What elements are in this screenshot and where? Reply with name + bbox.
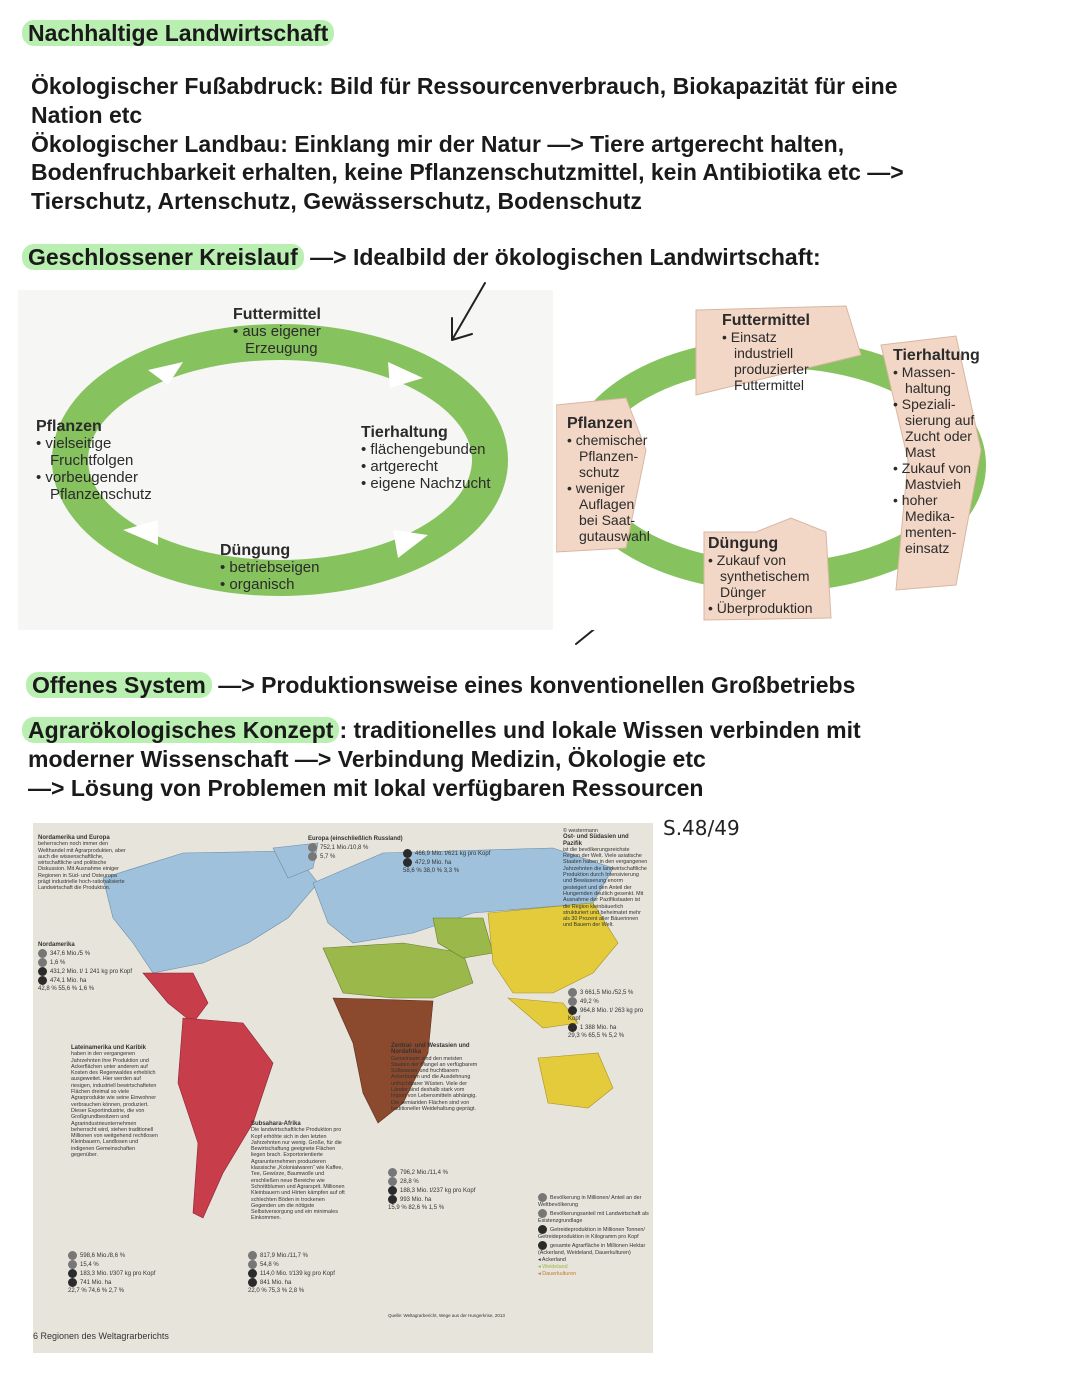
- population-icon: [38, 949, 47, 958]
- area-icon: [403, 858, 412, 867]
- eco-farming-line1: Ökologischer Landbau: Einklang mir der Natur —> Tiere artgerecht halten,: [31, 131, 845, 157]
- population-icon: [538, 1193, 547, 1202]
- map-asia-text: © westermann Ost- und Südasien und Pazifik ist die bevölkerungsreichste Region der Welt. Viele asiatische Staaten haben in den vergangenen Jahrzehnten die landwirtschaftliche Produktion durch Intensivierung und Bewässerung enorm gesteigert und den Anteil der Hungernden deutlich gesenkt. Mit Ausnahme der Pazifikstaaten ist die Region kleinbäuerlich strukturiert und beheimatet mehr als 30 Prozent aller Bäuerinnen und Bauern der Welt.: [563, 828, 648, 929]
- population-icon: [68, 1251, 77, 1260]
- area-icon: [38, 976, 47, 985]
- map-legend: Bevölkerung in Millionen/ Anteil an der Weltbevölkerung Bevölkerungsanteil mit Landwirtschaft als Existenzgrundlage Getreideproduktion in Millionen Tonnen/ Getreideproduktion in Kilogramm pro Kopf gesamte Agrarfläche in Millionen Hektar (Ackerland, Weideland, Dauerkulturen) ◂ Ackerland ◂ Weideland ◂ Dauerkulturen: [538, 1194, 649, 1277]
- population-icon: [308, 843, 317, 852]
- map-latam-stats: 598,6 Mio./8,6 % 15,4 % 183,3 Mio. t/307 kg pro Kopf 741 Mio. ha 22,7 % 74,6 % 2,7 %: [68, 1251, 178, 1295]
- area-icon: [68, 1278, 77, 1287]
- handwritten-arrow-down-icon: [440, 278, 500, 353]
- agro-line2: moderner Wissenschaft —> Verbindung Medizin, Ökologie etc: [28, 746, 706, 772]
- grain-icon: [68, 1269, 77, 1278]
- grain-icon: [403, 849, 412, 858]
- page-title: Nachhaltige Landwirtschaft: [28, 20, 334, 47]
- grain-icon: [38, 967, 47, 976]
- grain-icon: [538, 1225, 547, 1234]
- map-ssa-text: Subsahara-Afrika Die landwirtschaftliche Produktion pro Kopf erhöhte sich in den letzten Jahrzehnten nur wenig. Große, für die Bewirtschaftung geeignete Flächen liegen brach. Exportorientierte Agrarunternehmen produzieren klassische „Kolonialwaren“ wie Kaffee, Tee, Gewürze, Baumwolle und erschließen neue Bereiche wie Schnittblumen und Agrarsprit. Millionen Kleinbauern und Hirten kämpfen auf oft schlechten Böden in trockenen Gegenden um die nötigste Selbstversorgung und ein minimales Einkommen.: [251, 1121, 345, 1222]
- grain-icon: [388, 1186, 397, 1195]
- closed-plants-label: Pflanzen • vielseitige Fruchtfolgen • vorbeugender Pflanzenschutz: [36, 418, 152, 503]
- agro-line3: —> Lösung von Problemen mit lokal verfügbaren Ressourcen: [28, 775, 704, 801]
- farming-share-icon: [248, 1260, 257, 1269]
- map-mena-text: Zentral- und Westasien und Nordafrika Gemeinsam sind den meisten Staaten der Mangel an verfügbarem Süßwasser und fruchtbarem Ackerboden und die Ausdehnung unfruchtbarer Wüsten. Viele der Länder sind deshalb stark vom Import von Lebensmitteln abhängig. Die semiariden Flächen sind von traditioneller Weidehaltung geprägt.: [391, 1043, 478, 1112]
- map-latam-text: Lateinamerika und Karibik haben in den vergangenen Jahrzehnten ihre Produktion und Ackerflächen unter anderem auf Kosten des Regenwaldes erheblich ausgeweitet. Hier werden auf riesigen, industriell bewirtschafteten Flächen dreimal so viele Agrarprodukte wie seine Einwohner verbrauchen können, produziert. Dieser Exportindustrie, die von Großgrundbesitzern und Agrarindustrieunternehmen beherrscht wird, stehen traditionell Millionen von weitgehend rechtlosen Kleinbauern, Landlosen und indigenen Gemeinschaften gegenüber.: [71, 1045, 158, 1159]
- map-caption: 6 Regionen des Weltagrarberichts: [33, 1331, 169, 1341]
- map-na-text: Nordamerika und Europa beherrschen noch immer den Welthandel mit Agrarprodukten, aber auch die wissenschaftliche, wirtschaftliche und politische Diskussion. Mit Ausnahme einiger Regionen in Süd- und Osteuropa prägt industrielle hoch-rationalisierte Landwirtschaft die Produktion.: [38, 835, 126, 892]
- grain-icon: [248, 1269, 257, 1278]
- closed-fertilizer-label: Düngung • betriebseigen • organisch: [220, 542, 320, 593]
- population-icon: [388, 1168, 397, 1177]
- open-plants-label: Pflanzen • chemischer Pflanzen- schutz • weniger Auflagen bei Saat- gutauswahl: [567, 415, 650, 544]
- area-icon: [568, 1023, 577, 1032]
- open-feed-label: Futtermittel • Einsatz industriell produzierter Futtermittel: [722, 312, 810, 393]
- map-source: Quelle: Weltagrarbericht, Wege aus der Hungerkrise, 2013: [388, 1313, 505, 1318]
- page-reference: S.48/49: [663, 816, 740, 840]
- open-fertilizer-label: Düngung • Zukauf von synthetischem Dünger • Überproduktion: [708, 535, 813, 616]
- closed-cycle-line: Geschlossener Kreislauf —> Idealbild der ökologischen Landwirtschaft:: [28, 243, 821, 272]
- farming-share-icon: [68, 1260, 77, 1269]
- open-system-diagram: [556, 300, 1052, 630]
- closed-feed-label: Futtermittel • aus eigener Erzeugung: [233, 306, 321, 357]
- area-icon: [538, 1241, 547, 1250]
- open-animals-label: Tierhaltung • Massen- haltung • Speziali- sierung auf Zucht oder Mast • Zukauf von Mastvieh • hoher Medika- menten- einsatz: [893, 347, 980, 556]
- area-icon: [248, 1278, 257, 1287]
- farming-share-icon: [388, 1177, 397, 1186]
- farming-share-icon: [538, 1209, 547, 1218]
- open-system-line: Offenes System —> Produktionsweise eines konventionellen Großbetriebs: [32, 671, 855, 700]
- eco-farming-line3: Tierschutz, Artenschutz, Gewässerschutz, Bodenschutz: [31, 188, 642, 214]
- map-asia-stats: 3 661,5 Mio./52,5 % 49,2 % 964,8 Mio. t/ 263 kg pro Kopf 1 388 Mio. ha 29,3 % 65,5 % 5,2 %: [568, 988, 653, 1040]
- eco-farming-line2: Bodenfruchbarkeit erhalten, keine Pflanzenschutzmittel, kein Antibiotika etc —>: [31, 159, 904, 185]
- eco-footprint-line2: Nation etc: [31, 102, 143, 128]
- map-na-stats: Nordamerika 347,6 Mio./5 % 1,6 % 431,2 Mio. t/ 1 241 kg pro Kopf 474,1 Mio. ha 42,8 % 55,6 % 1,6 %: [38, 942, 133, 993]
- area-icon: [388, 1195, 397, 1204]
- map-ssa-stats: 817,9 Mio./11,7 % 54,8 % 114,0 Mio. t/139 kg pro Kopf 841 Mio. ha 22,0 % 75,3 % 2,8 %: [248, 1251, 358, 1295]
- population-icon: [248, 1251, 257, 1260]
- farming-share-icon: [308, 852, 317, 861]
- world-agriculture-map: [33, 823, 653, 1353]
- population-icon: [568, 988, 577, 997]
- eco-footprint-line1: Ökologischer Fußabdruck: Bild für Ressourcenverbrauch, Biokapazität für eine: [31, 73, 898, 99]
- closed-animals-label: Tierhaltung • flächengebunden • artgerecht • eigene Nachzucht: [361, 424, 491, 492]
- farming-share-icon: [568, 997, 577, 1006]
- map-mena-stats: 796,2 Mio./11,4 % 28,8 % 188,3 Mio. t/237 kg pro Kopf 993 Mio. ha 15,9 % 82,6 % 1,5 %: [388, 1168, 498, 1212]
- grain-icon: [568, 1006, 577, 1015]
- map-eu-stats: Europa (einschließlich Russland) 752,1 Mio./10,8 % 5,7 %: [308, 836, 403, 861]
- farming-share-icon: [38, 958, 47, 967]
- map-eu-stats2: 466,9 Mio. t/621 kg pro Kopf 472,9 Mio. ha 58,6 % 38,0 % 3,3 %: [403, 849, 513, 875]
- agro-line1: Agrarökologisches Konzept : traditionelles und lokale Wissen verbinden mit: [28, 716, 861, 745]
